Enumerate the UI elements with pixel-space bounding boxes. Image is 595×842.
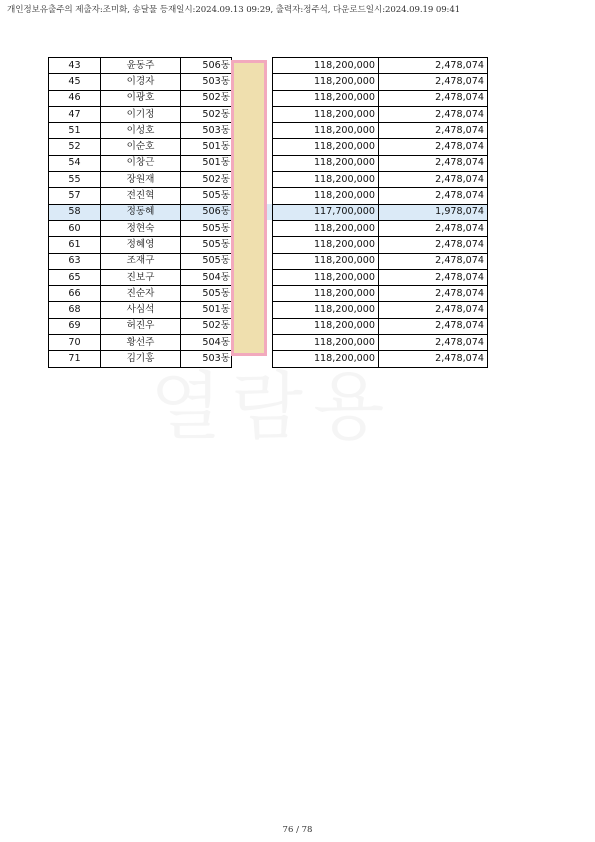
balance-cell: 2,478,074 [379, 318, 488, 334]
ledger-table-body [49, 58, 488, 368]
amount-cell: 118,200,000 [273, 253, 379, 269]
table-row [49, 188, 488, 204]
amount-cell: 117,700,000 [273, 204, 379, 220]
row-number-cell: 68 [49, 302, 101, 318]
amount-cell: 118,200,000 [273, 220, 379, 236]
row-number-cell: 57 [49, 188, 101, 204]
building-dong-cell: 503동 [181, 123, 232, 139]
building-dong-cell: 504동 [181, 335, 232, 351]
balance-cell: 2,478,074 [379, 188, 488, 204]
row-number-cell: 71 [49, 351, 101, 367]
building-dong-cell: 505동 [181, 220, 232, 236]
amount-cell: 118,200,000 [273, 74, 379, 90]
table-row [49, 172, 488, 188]
building-dong-cell: 505동 [181, 253, 232, 269]
building-dong-cell: 502동 [181, 90, 232, 106]
owner-name-cell: 정동혜 [101, 204, 181, 220]
owner-name-cell: 황선주 [101, 335, 181, 351]
amount-cell: 118,200,000 [273, 123, 379, 139]
building-dong-cell: 501동 [181, 155, 232, 171]
building-dong-cell: 502동 [181, 106, 232, 122]
owner-name-cell: 사심석 [101, 302, 181, 318]
balance-cell: 2,478,074 [379, 286, 488, 302]
table-row [49, 74, 488, 90]
balance-cell: 2,478,074 [379, 90, 488, 106]
balance-cell: 2,478,074 [379, 351, 488, 367]
row-number-cell: 45 [49, 74, 101, 90]
balance-cell: 1,978,074 [379, 204, 488, 220]
owner-name-cell: 허진우 [101, 318, 181, 334]
building-dong-cell: 505동 [181, 286, 232, 302]
building-dong-cell: 501동 [181, 139, 232, 155]
owner-name-cell: 장원재 [101, 172, 181, 188]
row-number-cell: 52 [49, 139, 101, 155]
row-number-cell: 60 [49, 220, 101, 236]
owner-name-cell: 이성호 [101, 123, 181, 139]
balance-cell: 2,478,074 [379, 155, 488, 171]
table-row [49, 204, 488, 220]
building-dong-cell: 503동 [181, 351, 232, 367]
table-row [49, 90, 488, 106]
table-row [49, 253, 488, 269]
row-number-cell: 65 [49, 269, 101, 285]
balance-cell: 2,478,074 [379, 74, 488, 90]
row-number-cell: 54 [49, 155, 101, 171]
table-row [49, 302, 488, 318]
row-number-cell: 43 [49, 58, 101, 74]
building-dong-cell: 502동 [181, 172, 232, 188]
amount-cell: 118,200,000 [273, 286, 379, 302]
balance-cell: 2,478,074 [379, 302, 488, 318]
redaction-box [231, 60, 267, 356]
owner-name-cell: 진순자 [101, 286, 181, 302]
table-row [49, 237, 488, 253]
table-row [49, 335, 488, 351]
amount-cell: 118,200,000 [273, 139, 379, 155]
amount-cell: 118,200,000 [273, 351, 379, 367]
balance-cell: 2,478,074 [379, 237, 488, 253]
building-dong-cell: 505동 [181, 188, 232, 204]
page-number: 76 / 78 [282, 825, 313, 835]
balance-cell: 2,478,074 [379, 58, 488, 74]
table-row [49, 220, 488, 236]
owner-name-cell: 이순호 [101, 139, 181, 155]
amount-cell: 118,200,000 [273, 155, 379, 171]
building-dong-cell: 505동 [181, 237, 232, 253]
table-row [49, 123, 488, 139]
table-row [49, 286, 488, 302]
table-row [49, 351, 488, 367]
row-number-cell: 63 [49, 253, 101, 269]
amount-cell: 118,200,000 [273, 58, 379, 74]
amount-cell: 118,200,000 [273, 172, 379, 188]
building-dong-cell: 502동 [181, 318, 232, 334]
balance-cell: 2,478,074 [379, 269, 488, 285]
owner-name-cell: 조재구 [101, 253, 181, 269]
building-dong-cell: 506동 [181, 204, 232, 220]
building-dong-cell: 506동 [181, 58, 232, 74]
table-row [49, 106, 488, 122]
row-number-cell: 46 [49, 90, 101, 106]
balance-cell: 2,478,074 [379, 220, 488, 236]
row-number-cell: 51 [49, 123, 101, 139]
building-dong-cell: 504동 [181, 269, 232, 285]
row-number-cell: 66 [49, 286, 101, 302]
amount-cell: 118,200,000 [273, 90, 379, 106]
owner-name-cell: 윤동주 [101, 58, 181, 74]
owner-name-cell: 정혜영 [101, 237, 181, 253]
row-number-cell: 47 [49, 106, 101, 122]
amount-cell: 118,200,000 [273, 302, 379, 318]
balance-cell: 2,478,074 [379, 106, 488, 122]
table-row [49, 318, 488, 334]
amount-cell: 118,200,000 [273, 335, 379, 351]
amount-cell: 118,200,000 [273, 106, 379, 122]
amount-cell: 118,200,000 [273, 237, 379, 253]
building-dong-cell: 501동 [181, 302, 232, 318]
row-number-cell: 55 [49, 172, 101, 188]
owner-name-cell: 이광호 [101, 90, 181, 106]
balance-cell: 2,478,074 [379, 123, 488, 139]
table-row [49, 269, 488, 285]
balance-cell: 2,478,074 [379, 139, 488, 155]
balance-cell: 2,478,074 [379, 172, 488, 188]
table-row [49, 155, 488, 171]
row-number-cell: 69 [49, 318, 101, 334]
building-dong-cell: 503동 [181, 74, 232, 90]
ledger-table [48, 57, 488, 368]
owner-name-cell: 이경자 [101, 74, 181, 90]
balance-cell: 2,478,074 [379, 253, 488, 269]
row-number-cell: 58 [49, 204, 101, 220]
amount-cell: 118,200,000 [273, 188, 379, 204]
table-row [49, 58, 488, 74]
owner-name-cell: 정현숙 [101, 220, 181, 236]
owner-name-cell: 이창근 [101, 155, 181, 171]
row-number-cell: 61 [49, 237, 101, 253]
owner-name-cell: 전진혁 [101, 188, 181, 204]
row-number-cell: 70 [49, 335, 101, 351]
owner-name-cell: 진보구 [101, 269, 181, 285]
owner-name-cell: 김기홍 [101, 351, 181, 367]
table-row [49, 139, 488, 155]
document-header: 개인정보유출주의 제출자:조미화, 송달물 등재일시:2024.09.13 09:29, 출력자:정주석, 다운로드일시:2024.09.19 09:41 [7, 5, 461, 15]
amount-cell: 118,200,000 [273, 318, 379, 334]
balance-cell: 2,478,074 [379, 335, 488, 351]
amount-cell: 118,200,000 [273, 269, 379, 285]
owner-name-cell: 이기정 [101, 106, 181, 122]
